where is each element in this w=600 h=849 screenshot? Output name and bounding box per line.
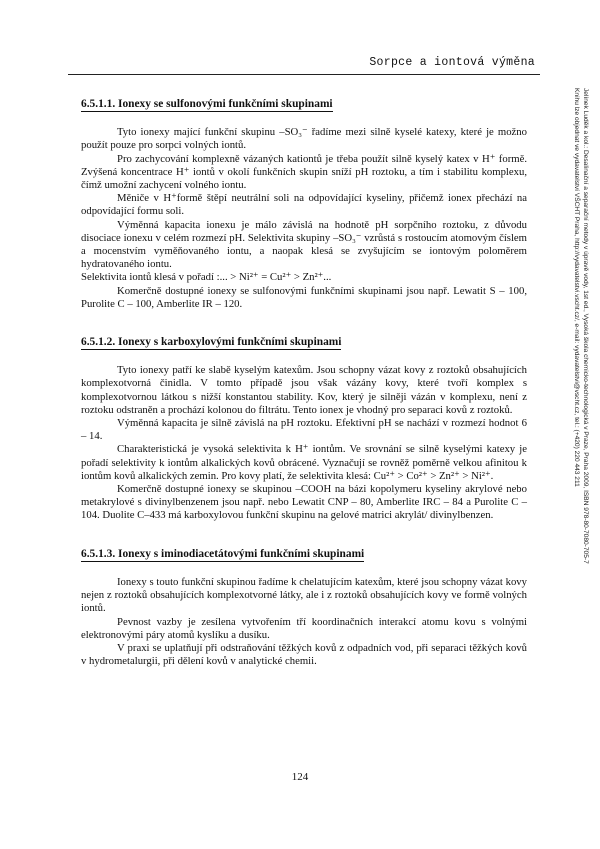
paragraph: Tyto ionexy mající funkční skupinu –SO₃⁻ řadíme mezi silně kyselé katexy, které je možno použít pouze pro sorpci volných iontů. [81,126,527,152]
side-note [572,88,590,808]
paragraph: Komerčně dostupné ionexy se skupinou –COOH na bázi kopolymeru kyseliny akrylové nebo metakrylové s divinylbenzenem jsou např. nebo Lewatit CNP – 80, Amberlite IRC – 84 a Purolite C – 104. Duolite C–433 má karboxylovou funkční skupinu na gelové matrici akrylát/ divinylbenzen. [81,483,527,522]
paragraph: Komerčně dostupné ionexy se sulfonovými funkčními skupinami jsou např. Lewatit S – 100, Purolite C – 100, Amberlite IR – 120. [81,284,527,310]
running-header: Sorpce a iontová výměna [369,56,535,69]
paragraph: Charakteristická je vysoká selektivita k H⁺ iontům. Ve srovnání se silně kyselými katexy je pořadí selektivity k iontům alkalických kovů obrácené. Vyznačují se rovněž poměrně velkou afinitou k iontům kovů alkalických zemin. Pro kovy platí, že selektivita klesá: Cu²⁺ > Co²⁺ > Zn²⁺ > Ni²⁺. [81,443,527,482]
section-sulfonic [81,98,527,311]
section-iminodiacetate [81,548,527,669]
section-heading: 6.5.1.3. Ionexy s iminodiacetátovými funkčními skupinami [81,548,364,562]
page-content [81,98,527,668]
paragraph: Výměnná kapacita ionexu je málo závislá na hodnotě pH sorpčního roztoku, z důvodu disociace ionexu v celém rozmezí pH. Selektivita skupiny –SO₃⁻ vzrůstá s rostoucím atomovým číslem a mocenstvím vyměňovaného iontu, a naopak klesá se zvyšujícím se iontovým poloměrem hydratovaného iontu. [81,218,527,271]
page-number: 124 [291,771,309,783]
section-heading: 6.5.1.2. Ionexy s karboxylovými funkčními skupinami [81,336,341,350]
side-note-line-2: Knihu lze objednat ve vydavatelství VŠCHT Praha, http://vydavatelstvi.vscht.cz/, e-mail: vydavatelstvi@vscht.cz, tel.: (+420) 220 443 211 [572,88,580,487]
paragraph: Selektivita iontů klesá v pořadí :... > Ni²⁺ = Cu²⁺ > Zn²⁺... [81,271,332,284]
side-note-line-1: Jelínek Luděk a kol.: Desalinační a separační metody v úpravě vody, 1st ed., Vysoká škola chemicko-technologická v Praze, Praha 2009, ISBN 978-80-7080-705-7 [582,88,589,564]
header-rule [68,74,540,75]
section-heading: 6.5.1.1. Ionexy se sulfonovými funkčními skupinami [81,98,333,112]
paragraph: Ionexy s touto funkční skupinou řadíme k chelatujícím katexům, které jsou schopny vázat kovy nejen z roztoků obsahujících komplexotvorné látky, ale i z roztoků obsahujících kovy ve formě volných iontů. [81,575,527,615]
paragraph: Výměnná kapacita je silně závislá na pH roztoku. Efektivní pH se nachází v rozmezí hodnot 6 – 14. [81,417,527,443]
paragraph: Tyto ionexy patří ke slabě kyselým katexům. Jsou schopny vázat kovy z roztoků obsahujících komplexotvorná činidla. V tomto případě jsou však vázány kovy, které tvoří komplex s komplexotvornou látkou s nižší konstantou stability. Kov, který je silněji vázán v komplexu, není z roztoku odstraněn a prochází kolonou do filtrátu. Tento ionex je vhodný pro separaci kovů z roztoků. [81,364,527,416]
paragraph: Pevnost vazby je zesílena vytvořením tří koordinačních interakcí atomu kovu s volnými elektronovými páry atomů kyslíku a dusíku. [81,615,527,641]
section-carboxylic [81,336,527,523]
paragraph: V praxi se uplatňují při odstraňování těžkých kovů z odpadních vod, při separaci těžkých kovů v hydrometalurgii, při dělení kovů v analytické chemii. [81,641,527,668]
paragraph: Pro zachycování komplexně vázaných kationtů je třeba použít silně kyselý katex v H⁺ formě. Zvýšená koncentrace H⁺ iontů v okolí funkčních skupin sníží pH roztoku, a tím i stabilitu komplexu, čímž umožní zachycení volného iontu. [81,152,527,192]
paragraph: Měniče v H⁺formě štěpí neutrální soli na odpovídající kyseliny, přičemž ionex přechází na odpovídající formu soli. [81,192,527,218]
